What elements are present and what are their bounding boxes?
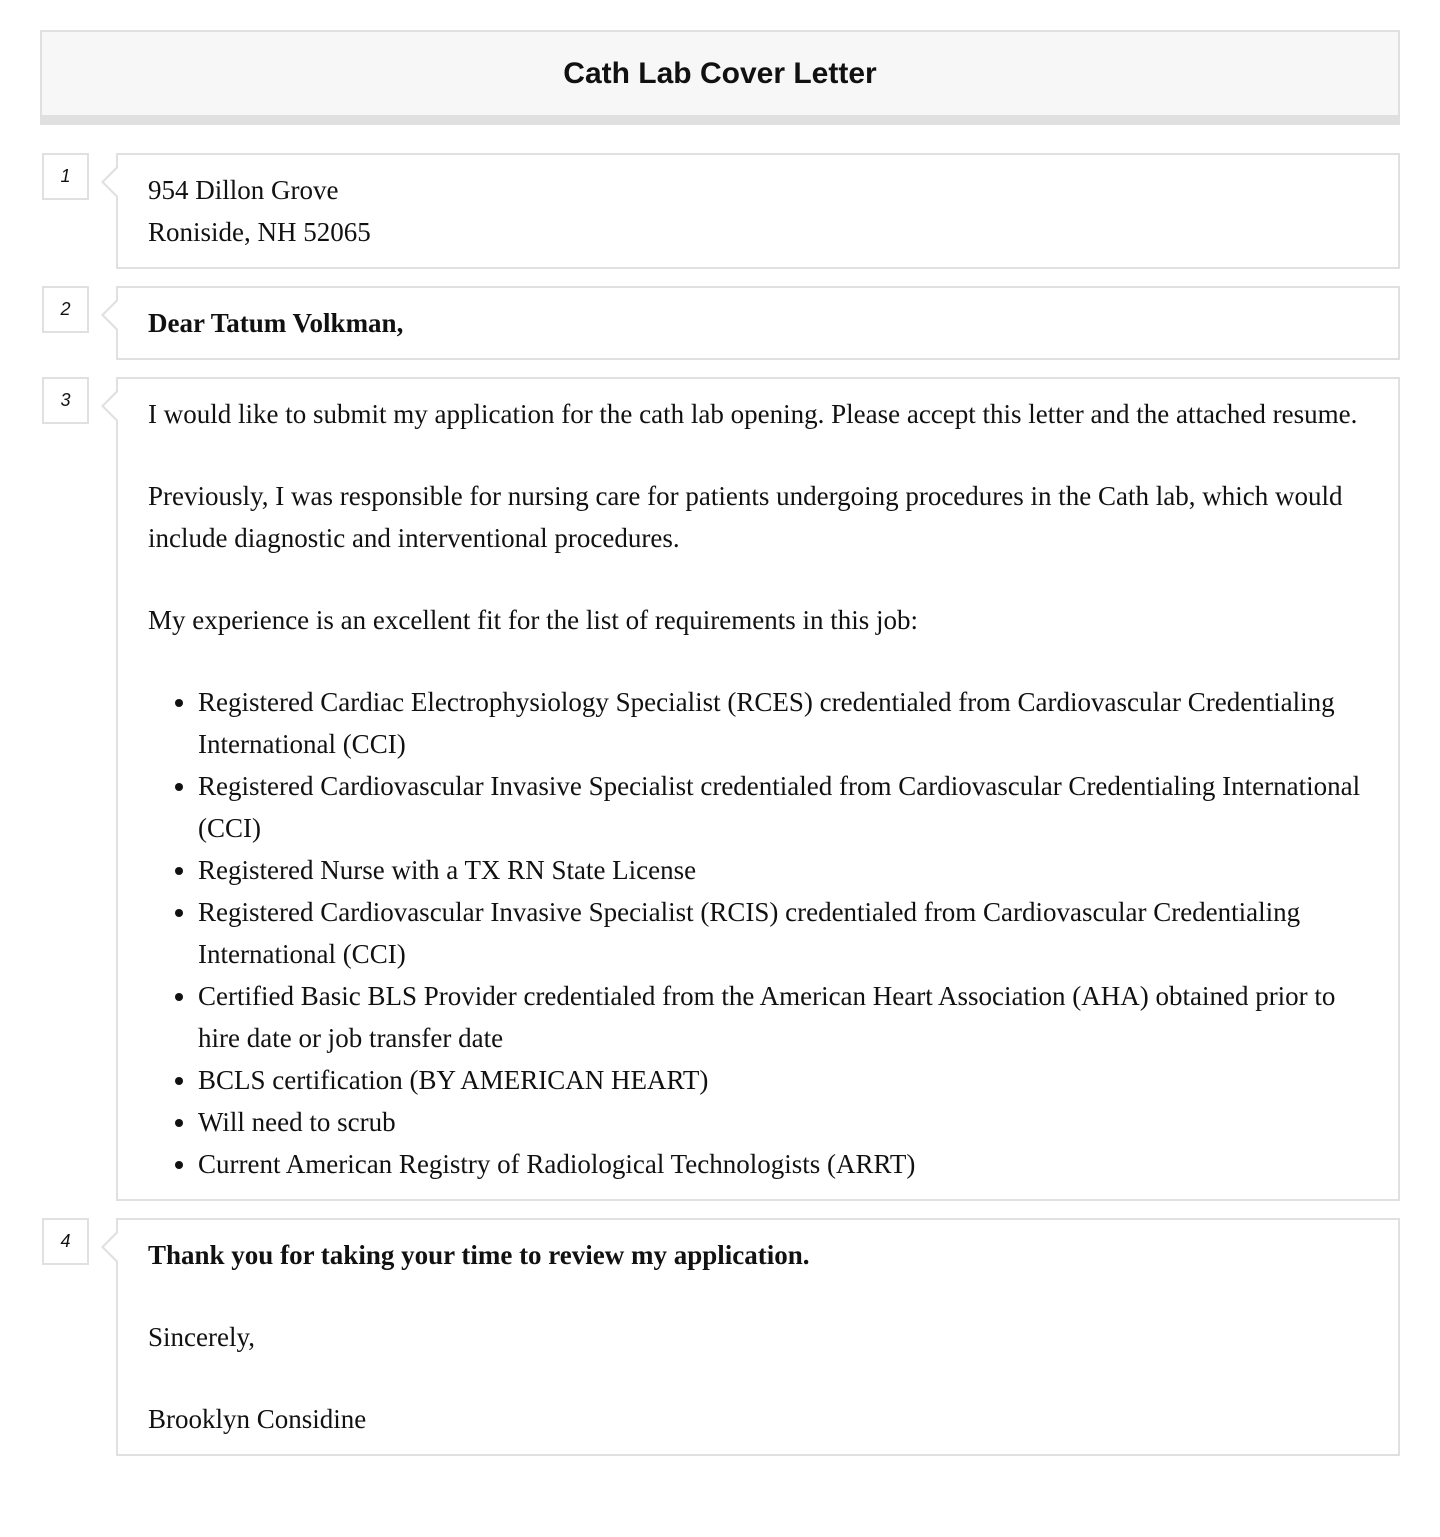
- list-item: • BCLS certification (BY AMERICAN HEART): [198, 1059, 1368, 1101]
- section-greeting: [40, 286, 1400, 360]
- section-number: 4: [42, 1218, 89, 1265]
- requirements-list: [148, 681, 1368, 1185]
- section-number: 2: [42, 286, 89, 333]
- list-item: • Current American Registry of Radiological Technologists (ARRT): [198, 1143, 1368, 1185]
- section-closing: [40, 1218, 1400, 1456]
- list-item: • Registered Cardiovascular Invasive Specialist (RCIS) credentialed from Cardiovascular Credentialing International (CCI): [198, 891, 1368, 975]
- paragraph: My experience is an excellent fit for the list of requirements in this job:: [148, 605, 919, 635]
- section-number: 3: [42, 377, 89, 424]
- header: [40, 30, 1400, 125]
- section-body: [40, 377, 1400, 1201]
- section-number: 1: [42, 153, 89, 200]
- address-line: 954 Dillon Grove: [148, 175, 339, 205]
- paragraph: Previously, I was responsible for nursing care for patients undergoing procedures in the Cath lab, which would include diagnostic and interventional procedures.: [148, 481, 1343, 553]
- list-item: • Registered Nurse with a TX RN State License: [198, 849, 1368, 891]
- closing-line: Thank you for taking your time to review my application.: [148, 1240, 810, 1270]
- greeting: Dear Tatum Volkman,: [148, 308, 404, 338]
- page-title: Cath Lab Cover Letter: [563, 56, 877, 90]
- signoff: Sincerely,: [148, 1322, 255, 1352]
- list-item: • Registered Cardiac Electrophysiology Specialist (RCES) credentialed from Cardiovascular Credentialing International (CCI): [198, 681, 1368, 765]
- body-box: [116, 377, 1400, 1201]
- address-box: [116, 153, 1400, 269]
- address-line: Roniside, NH 52065: [148, 217, 371, 247]
- cover-letter: [40, 30, 1400, 1456]
- list-item: • Will need to scrub: [198, 1101, 1368, 1143]
- list-item: • Certified Basic BLS Provider credentialed from the American Heart Association (AHA) obtained prior to hire date or job transfer date: [198, 975, 1368, 1059]
- signature-name: Brooklyn Considine: [148, 1404, 367, 1434]
- section-address: [40, 153, 1400, 269]
- list-item: • Registered Cardiovascular Invasive Specialist credentialed from Cardiovascular Credentialing International (CCI): [198, 765, 1368, 849]
- closing-box: [116, 1218, 1400, 1456]
- paragraph: I would like to submit my application for the cath lab opening. Please accept this letter and the attached resume.: [148, 399, 1358, 429]
- greeting-box: [116, 286, 1400, 360]
